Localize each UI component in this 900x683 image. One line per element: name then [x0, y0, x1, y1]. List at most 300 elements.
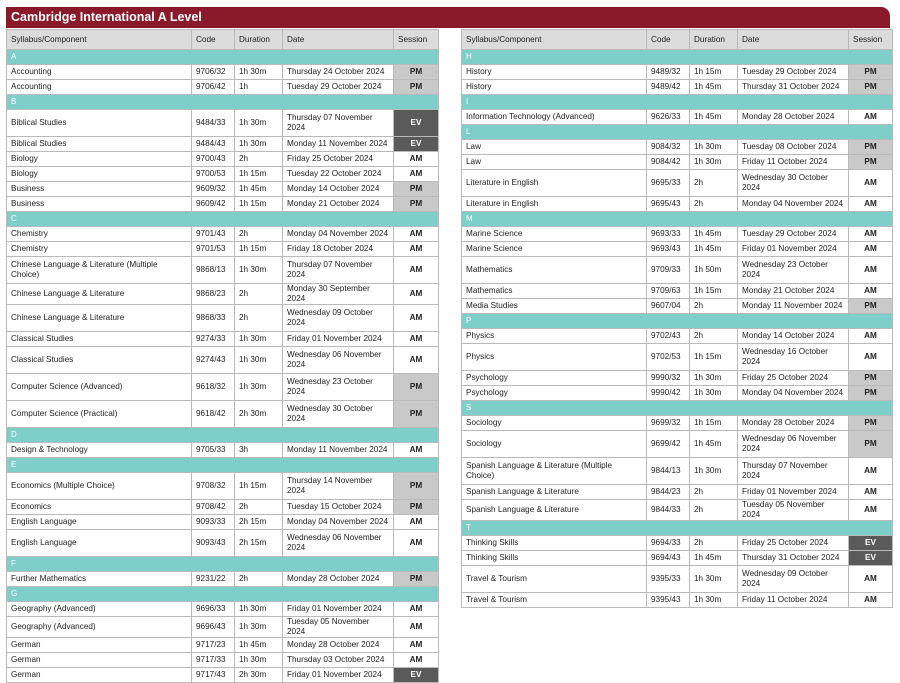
- date-cell: Friday 25 October 2024: [283, 152, 394, 167]
- code-cell: 9395/33: [647, 566, 690, 593]
- date-cell: Monday 14 October 2024: [738, 329, 849, 344]
- code-cell: 9700/53: [192, 167, 235, 182]
- session-cell: PM: [849, 416, 893, 431]
- session-cell: PM: [849, 299, 893, 314]
- code-cell: 9609/42: [192, 197, 235, 212]
- table-row: [7, 515, 439, 530]
- duration-cell: 1h 45m: [235, 638, 283, 653]
- letter-section-row: [7, 587, 439, 602]
- code-cell: 9709/33: [647, 257, 690, 284]
- table-row: [462, 593, 893, 608]
- header-session: Session: [394, 30, 439, 50]
- duration-cell: 2h: [235, 284, 283, 305]
- date-cell: Friday 11 October 2024: [738, 155, 849, 170]
- code-cell: 9696/33: [192, 602, 235, 617]
- session-cell: PM: [394, 473, 439, 500]
- syllabus-cell: Literature in English: [462, 170, 647, 197]
- syllabus-cell: Geography (Advanced): [7, 617, 192, 638]
- code-cell: 9609/32: [192, 182, 235, 197]
- session-cell: AM: [394, 515, 439, 530]
- syllabus-cell: Biblical Studies: [7, 110, 192, 137]
- duration-cell: 1h 30m: [690, 458, 738, 485]
- date-cell: Tuesday 29 October 2024: [738, 227, 849, 242]
- table-row: [7, 638, 439, 653]
- duration-cell: 1h 15m: [235, 167, 283, 182]
- syllabus-cell: Classical Studies: [7, 332, 192, 347]
- duration-cell: 1h 15m: [690, 416, 738, 431]
- session-cell: AM: [849, 242, 893, 257]
- syllabus-cell: Economics (Multiple Choice): [7, 473, 192, 500]
- session-cell: AM: [394, 167, 439, 182]
- code-cell: 9717/43: [192, 668, 235, 683]
- table-row: [7, 242, 439, 257]
- duration-cell: 1h 30m: [235, 617, 283, 638]
- session-cell: PM: [394, 65, 439, 80]
- left-timetable: [6, 29, 439, 683]
- syllabus-cell: Chemistry: [7, 227, 192, 242]
- table-row: [7, 473, 439, 500]
- section-letter: P: [462, 314, 893, 329]
- duration-cell: 2h: [235, 152, 283, 167]
- section-letter: L: [462, 125, 893, 140]
- date-cell: Friday 18 October 2024: [283, 242, 394, 257]
- table-row: [7, 332, 439, 347]
- letter-section-row: [462, 401, 893, 416]
- section-letter: I: [462, 95, 893, 110]
- syllabus-cell: Economics: [7, 500, 192, 515]
- code-cell: 9990/32: [647, 371, 690, 386]
- duration-cell: 1h 45m: [690, 80, 738, 95]
- table-row: [7, 305, 439, 332]
- table-row: [7, 167, 439, 182]
- syllabus-cell: Physics: [462, 329, 647, 344]
- table-row: [462, 197, 893, 212]
- date-cell: Wednesday 23 October 2024: [283, 374, 394, 401]
- session-cell: PM: [394, 197, 439, 212]
- code-cell: 9717/33: [192, 653, 235, 668]
- session-cell: EV: [394, 137, 439, 152]
- code-cell: 9701/43: [192, 227, 235, 242]
- syllabus-cell: Biology: [7, 152, 192, 167]
- table-row: [462, 242, 893, 257]
- table-header-row: [7, 30, 439, 50]
- duration-cell: 1h 15m: [235, 473, 283, 500]
- session-cell: AM: [394, 332, 439, 347]
- code-cell: 9702/43: [647, 329, 690, 344]
- table-row: [7, 80, 439, 95]
- table-row: [462, 386, 893, 401]
- table-row: [7, 257, 439, 284]
- code-cell: 9274/43: [192, 347, 235, 374]
- duration-cell: 1h 45m: [690, 242, 738, 257]
- duration-cell: 1h 30m: [690, 371, 738, 386]
- code-cell: 9700/43: [192, 152, 235, 167]
- syllabus-cell: Chinese Language & Literature (Multiple Choice): [7, 257, 192, 284]
- session-cell: AM: [394, 347, 439, 374]
- section-letter: B: [7, 95, 439, 110]
- code-cell: 9084/42: [647, 155, 690, 170]
- header-duration: Duration: [690, 30, 738, 50]
- duration-cell: 1h 45m: [690, 227, 738, 242]
- code-cell: 9699/32: [647, 416, 690, 431]
- syllabus-cell: Literature in English: [462, 197, 647, 212]
- syllabus-cell: Psychology: [462, 371, 647, 386]
- syllabus-cell: Physics: [462, 344, 647, 371]
- session-cell: PM: [849, 431, 893, 458]
- header-date: Date: [283, 30, 394, 50]
- syllabus-cell: German: [7, 653, 192, 668]
- date-cell: Thursday 07 November 2024: [738, 458, 849, 485]
- date-cell: Friday 01 November 2024: [283, 332, 394, 347]
- code-cell: 9708/32: [192, 473, 235, 500]
- date-cell: Friday 01 November 2024: [283, 668, 394, 683]
- session-cell: AM: [849, 485, 893, 500]
- letter-section-row: [7, 458, 439, 473]
- syllabus-cell: Psychology: [462, 386, 647, 401]
- session-cell: AM: [849, 566, 893, 593]
- duration-cell: 1h 15m: [690, 344, 738, 371]
- header-code: Code: [192, 30, 235, 50]
- table-row: [7, 137, 439, 152]
- session-cell: AM: [394, 653, 439, 668]
- table-row: [7, 65, 439, 80]
- date-cell: Monday 11 November 2024: [283, 137, 394, 152]
- duration-cell: 1h 30m: [690, 140, 738, 155]
- session-cell: PM: [394, 500, 439, 515]
- syllabus-cell: Further Mathematics: [7, 572, 192, 587]
- duration-cell: 2h: [690, 329, 738, 344]
- date-cell: Friday 25 October 2024: [738, 371, 849, 386]
- duration-cell: 2h: [235, 305, 283, 332]
- table-row: [462, 155, 893, 170]
- duration-cell: 1h 30m: [235, 257, 283, 284]
- section-letter: G: [7, 587, 439, 602]
- code-cell: 9693/43: [647, 242, 690, 257]
- code-cell: 9868/33: [192, 305, 235, 332]
- table-row: [7, 401, 439, 428]
- table-row: [462, 257, 893, 284]
- table-row: [462, 458, 893, 485]
- syllabus-cell: Mathematics: [462, 284, 647, 299]
- duration-cell: 2h: [235, 500, 283, 515]
- code-cell: 9093/33: [192, 515, 235, 530]
- table-row: [7, 284, 439, 305]
- session-cell: PM: [849, 80, 893, 95]
- date-cell: Tuesday 29 October 2024: [283, 80, 394, 95]
- section-letter: A: [7, 50, 439, 65]
- code-cell: 9489/42: [647, 80, 690, 95]
- table-row: [462, 227, 893, 242]
- date-cell: Wednesday 23 October 2024: [738, 257, 849, 284]
- code-cell: 9693/33: [647, 227, 690, 242]
- session-cell: AM: [849, 458, 893, 485]
- table-row: [462, 371, 893, 386]
- session-cell: AM: [849, 284, 893, 299]
- table-row: [462, 80, 893, 95]
- code-cell: 9484/43: [192, 137, 235, 152]
- syllabus-cell: Business: [7, 197, 192, 212]
- date-cell: Monday 21 October 2024: [738, 284, 849, 299]
- date-cell: Tuesday 05 November 2024: [738, 500, 849, 521]
- date-cell: Friday 01 November 2024: [738, 485, 849, 500]
- duration-cell: 2h 15m: [235, 530, 283, 557]
- session-cell: AM: [394, 305, 439, 332]
- date-cell: Thursday 07 November 2024: [283, 257, 394, 284]
- date-cell: Monday 11 November 2024: [738, 299, 849, 314]
- header-session: Session: [849, 30, 893, 50]
- syllabus-cell: Computer Science (Advanced): [7, 374, 192, 401]
- session-cell: PM: [394, 182, 439, 197]
- syllabus-cell: Accounting: [7, 65, 192, 80]
- syllabus-cell: Spanish Language & Literature: [462, 500, 647, 521]
- session-cell: PM: [394, 401, 439, 428]
- date-cell: Thursday 14 November 2024: [283, 473, 394, 500]
- letter-section-row: [462, 95, 893, 110]
- duration-cell: 1h 15m: [235, 197, 283, 212]
- session-cell: PM: [394, 374, 439, 401]
- table-row: [7, 617, 439, 638]
- syllabus-cell: Geography (Advanced): [7, 602, 192, 617]
- code-cell: 9484/33: [192, 110, 235, 137]
- syllabus-cell: Media Studies: [462, 299, 647, 314]
- table-row: [462, 431, 893, 458]
- letter-section-row: [7, 95, 439, 110]
- date-cell: Monday 04 November 2024: [738, 386, 849, 401]
- session-cell: EV: [849, 551, 893, 566]
- syllabus-cell: Chinese Language & Literature: [7, 305, 192, 332]
- code-cell: 9626/33: [647, 110, 690, 125]
- syllabus-cell: Sociology: [462, 431, 647, 458]
- table-row: [7, 653, 439, 668]
- section-letter: S: [462, 401, 893, 416]
- right-table-body: [462, 50, 893, 608]
- date-cell: Tuesday 08 October 2024: [738, 140, 849, 155]
- duration-cell: 2h: [690, 536, 738, 551]
- letter-section-row: [462, 125, 893, 140]
- date-cell: Thursday 03 October 2024: [283, 653, 394, 668]
- session-cell: PM: [394, 80, 439, 95]
- section-letter: H: [462, 50, 893, 65]
- code-cell: 9696/43: [192, 617, 235, 638]
- table-row: [462, 551, 893, 566]
- letter-section-row: [7, 50, 439, 65]
- code-cell: 9868/23: [192, 284, 235, 305]
- duration-cell: 1h 30m: [690, 566, 738, 593]
- syllabus-cell: History: [462, 65, 647, 80]
- duration-cell: 2h: [690, 170, 738, 197]
- syllabus-cell: English Language: [7, 530, 192, 557]
- date-cell: Monday 30 September 2024: [283, 284, 394, 305]
- duration-cell: 1h 45m: [690, 551, 738, 566]
- date-cell: Wednesday 30 October 2024: [738, 170, 849, 197]
- session-cell: AM: [849, 344, 893, 371]
- session-cell: AM: [394, 617, 439, 638]
- duration-cell: 2h 30m: [235, 401, 283, 428]
- syllabus-cell: Biology: [7, 167, 192, 182]
- date-cell: Friday 01 November 2024: [283, 602, 394, 617]
- session-cell: AM: [394, 443, 439, 458]
- code-cell: 9274/33: [192, 332, 235, 347]
- syllabus-cell: Thinking Skills: [462, 551, 647, 566]
- duration-cell: 2h 30m: [235, 668, 283, 683]
- syllabus-cell: Marine Science: [462, 242, 647, 257]
- table-row: [7, 530, 439, 557]
- duration-cell: 1h 30m: [235, 332, 283, 347]
- date-cell: Friday 01 November 2024: [738, 242, 849, 257]
- letter-section-row: [462, 521, 893, 536]
- duration-cell: 1h 30m: [235, 653, 283, 668]
- syllabus-cell: Classical Studies: [7, 347, 192, 374]
- header-syllabus: Syllabus/Component: [462, 30, 647, 50]
- syllabus-cell: Spanish Language & Literature: [462, 485, 647, 500]
- syllabus-cell: Design & Technology: [7, 443, 192, 458]
- date-cell: Thursday 31 October 2024: [738, 551, 849, 566]
- date-cell: Tuesday 15 October 2024: [283, 500, 394, 515]
- date-cell: Wednesday 06 November 2024: [283, 530, 394, 557]
- session-cell: AM: [394, 152, 439, 167]
- date-cell: Tuesday 05 November 2024: [283, 617, 394, 638]
- duration-cell: 2h: [235, 572, 283, 587]
- syllabus-cell: Law: [462, 140, 647, 155]
- date-cell: Monday 04 November 2024: [283, 515, 394, 530]
- duration-cell: 1h 45m: [690, 110, 738, 125]
- syllabus-cell: Marine Science: [462, 227, 647, 242]
- syllabus-cell: Mathematics: [462, 257, 647, 284]
- syllabus-cell: Biblical Studies: [7, 137, 192, 152]
- page-title: Cambridge International A Level: [11, 10, 202, 24]
- duration-cell: 1h 30m: [235, 602, 283, 617]
- session-cell: PM: [849, 386, 893, 401]
- duration-cell: 1h 30m: [235, 347, 283, 374]
- date-cell: Wednesday 09 October 2024: [283, 305, 394, 332]
- letter-section-row: [7, 557, 439, 572]
- code-cell: 9084/32: [647, 140, 690, 155]
- duration-cell: 2h: [690, 485, 738, 500]
- table-row: [7, 347, 439, 374]
- syllabus-cell: Chinese Language & Literature: [7, 284, 192, 305]
- title-banner: [6, 7, 890, 28]
- code-cell: 9706/32: [192, 65, 235, 80]
- duration-cell: 1h 15m: [235, 242, 283, 257]
- syllabus-cell: Information Technology (Advanced): [462, 110, 647, 125]
- date-cell: Monday 28 October 2024: [283, 638, 394, 653]
- duration-cell: 2h: [690, 197, 738, 212]
- code-cell: 9093/43: [192, 530, 235, 557]
- duration-cell: 2h: [690, 299, 738, 314]
- duration-cell: 1h: [235, 80, 283, 95]
- code-cell: 9395/43: [647, 593, 690, 608]
- table-row: [7, 152, 439, 167]
- date-cell: Monday 21 October 2024: [283, 197, 394, 212]
- syllabus-cell: German: [7, 638, 192, 653]
- code-cell: 9844/33: [647, 500, 690, 521]
- table-row: [7, 197, 439, 212]
- session-cell: AM: [849, 329, 893, 344]
- table-row: [462, 416, 893, 431]
- code-cell: 9844/13: [647, 458, 690, 485]
- syllabus-cell: Computer Science (Practical): [7, 401, 192, 428]
- left-table-body: [7, 50, 439, 683]
- syllabus-cell: English Language: [7, 515, 192, 530]
- date-cell: Tuesday 29 October 2024: [738, 65, 849, 80]
- table-row: [462, 536, 893, 551]
- date-cell: Wednesday 16 October 2024: [738, 344, 849, 371]
- session-cell: PM: [849, 65, 893, 80]
- session-cell: AM: [849, 197, 893, 212]
- duration-cell: 1h 50m: [690, 257, 738, 284]
- code-cell: 9489/32: [647, 65, 690, 80]
- section-letter: C: [7, 212, 439, 227]
- code-cell: 9702/53: [647, 344, 690, 371]
- duration-cell: 1h 30m: [235, 65, 283, 80]
- date-cell: Thursday 07 November 2024: [283, 110, 394, 137]
- code-cell: 9607/04: [647, 299, 690, 314]
- date-cell: Monday 11 November 2024: [283, 443, 394, 458]
- duration-cell: 1h 15m: [690, 284, 738, 299]
- right-timetable: [461, 29, 893, 608]
- duration-cell: 1h 15m: [690, 65, 738, 80]
- session-cell: AM: [394, 257, 439, 284]
- letter-section-row: [7, 428, 439, 443]
- code-cell: 9709/63: [647, 284, 690, 299]
- section-letter: M: [462, 212, 893, 227]
- session-cell: AM: [394, 284, 439, 305]
- syllabus-cell: Business: [7, 182, 192, 197]
- date-cell: Thursday 24 October 2024: [283, 65, 394, 80]
- duration-cell: 2h 15m: [235, 515, 283, 530]
- table-row: [462, 500, 893, 521]
- syllabus-cell: Travel & Tourism: [462, 593, 647, 608]
- table-row: [7, 572, 439, 587]
- duration-cell: 1h 30m: [690, 155, 738, 170]
- header-code: Code: [647, 30, 690, 50]
- session-cell: AM: [394, 638, 439, 653]
- syllabus-cell: History: [462, 80, 647, 95]
- session-cell: AM: [849, 593, 893, 608]
- section-letter: D: [7, 428, 439, 443]
- header-syllabus: Syllabus/Component: [7, 30, 192, 50]
- duration-cell: 1h 45m: [690, 431, 738, 458]
- date-cell: Monday 28 October 2024: [738, 416, 849, 431]
- session-cell: AM: [849, 110, 893, 125]
- code-cell: 9701/53: [192, 242, 235, 257]
- code-cell: 9618/42: [192, 401, 235, 428]
- code-cell: 9705/33: [192, 443, 235, 458]
- code-cell: 9699/42: [647, 431, 690, 458]
- date-cell: Wednesday 09 October 2024: [738, 566, 849, 593]
- session-cell: EV: [394, 668, 439, 683]
- code-cell: 9694/33: [647, 536, 690, 551]
- code-cell: 9708/42: [192, 500, 235, 515]
- date-cell: Wednesday 06 November 2024: [283, 347, 394, 374]
- table-header-row: [462, 30, 893, 50]
- session-cell: AM: [849, 227, 893, 242]
- session-cell: PM: [849, 155, 893, 170]
- date-cell: Monday 04 November 2024: [283, 227, 394, 242]
- code-cell: 9706/42: [192, 80, 235, 95]
- duration-cell: 3h: [235, 443, 283, 458]
- session-cell: AM: [849, 500, 893, 521]
- date-cell: Tuesday 22 October 2024: [283, 167, 394, 182]
- session-cell: AM: [394, 530, 439, 557]
- code-cell: 9868/13: [192, 257, 235, 284]
- syllabus-cell: Thinking Skills: [462, 536, 647, 551]
- table-row: [7, 602, 439, 617]
- session-cell: AM: [394, 227, 439, 242]
- date-cell: Thursday 31 October 2024: [738, 80, 849, 95]
- code-cell: 9694/43: [647, 551, 690, 566]
- letter-section-row: [462, 314, 893, 329]
